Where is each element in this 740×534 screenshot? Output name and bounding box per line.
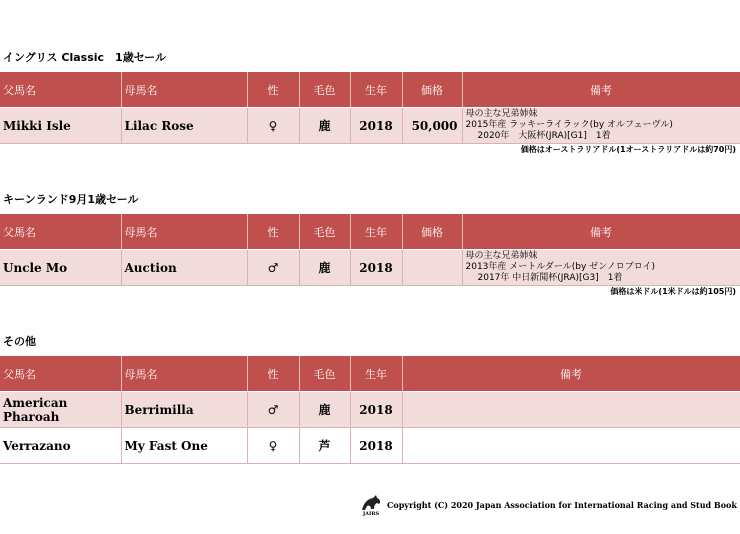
copyright-footer xyxy=(358,494,737,516)
year-cell: 2018 xyxy=(350,392,402,428)
jairs-horse-logo-icon xyxy=(358,494,384,516)
col-sire: 父馬名 xyxy=(0,214,121,250)
col-year: 生年 xyxy=(350,72,402,108)
note-line: 2013年産 メートルダール(by ゼンノロブロイ) xyxy=(465,262,656,272)
section-title-inglis: イングリス Classic 1歳セール xyxy=(3,51,167,64)
col-color: 毛色 xyxy=(299,214,350,250)
color-cell: 鹿 xyxy=(299,250,350,286)
col-year: 生年 xyxy=(350,214,402,250)
year-cell: 2018 xyxy=(350,250,402,286)
table-header-row xyxy=(0,72,740,108)
table-header-row xyxy=(0,214,740,250)
col-sire: 父馬名 xyxy=(0,72,121,108)
col-note: 備考 xyxy=(462,214,740,250)
currency-footnote: 価格は米ドル(1米ドルは約105円) xyxy=(610,287,736,296)
sex-cell: ♂ xyxy=(247,392,299,428)
note-cell xyxy=(402,392,740,428)
note-cell xyxy=(462,108,740,144)
note-line: 母の主な兄弟姉妹 xyxy=(465,251,538,261)
currency-footnote: 価格はオーストラリアドル(1オーストラリアドルは約70円) xyxy=(520,145,736,154)
note-line: 2020年 大阪杯(JRA)[G1] 1着 xyxy=(477,131,611,141)
table-header-row xyxy=(0,356,740,392)
col-color: 毛色 xyxy=(299,72,350,108)
year-cell: 2018 xyxy=(350,108,402,144)
color-cell: 鹿 xyxy=(299,392,350,428)
col-dam: 母馬名 xyxy=(121,214,247,250)
col-sex: 性 xyxy=(247,356,299,392)
col-sire: 父馬名 xyxy=(0,356,121,392)
col-price: 価格 xyxy=(402,214,462,250)
note-cell xyxy=(462,250,740,286)
col-sex: 性 xyxy=(247,72,299,108)
svg-text:JAIRS: JAIRS xyxy=(362,511,380,516)
other-horses-table xyxy=(0,356,740,464)
dam-cell: Lilac Rose xyxy=(121,108,247,144)
dam-cell: Auction xyxy=(121,250,247,286)
col-dam: 母馬名 xyxy=(121,356,247,392)
note-line: 2017年 中日新聞杯(JRA)[G3] 1着 xyxy=(477,273,623,283)
sire-cell: Verrazano xyxy=(0,428,121,464)
note-line: 母の主な兄弟姉妹 xyxy=(465,109,538,119)
inglis-sale-table xyxy=(0,72,740,144)
col-note: 備考 xyxy=(462,72,740,108)
color-cell: 芦 xyxy=(299,428,350,464)
note-cell xyxy=(402,428,740,464)
col-note: 備考 xyxy=(402,356,740,392)
col-sex: 性 xyxy=(247,214,299,250)
col-year: 生年 xyxy=(350,356,402,392)
section-title-keeneland: キーンランド9月1歳セール xyxy=(3,193,139,206)
dam-cell: Berrimilla xyxy=(121,392,247,428)
copyright-text: Copyright (C) 2020 Japan Association for International Racing and Stud Book xyxy=(387,500,737,510)
sex-cell: ♂ xyxy=(247,250,299,286)
table-row xyxy=(0,392,740,428)
sex-cell: ♀ xyxy=(247,428,299,464)
col-color: 毛色 xyxy=(299,356,350,392)
table-row xyxy=(0,428,740,464)
color-cell: 鹿 xyxy=(299,108,350,144)
table-row xyxy=(0,250,740,286)
keeneland-sale-table xyxy=(0,214,740,286)
year-cell: 2018 xyxy=(350,428,402,464)
section-title-other: その他 xyxy=(3,335,36,348)
sex-cell: ♀ xyxy=(247,108,299,144)
col-dam: 母馬名 xyxy=(121,72,247,108)
table-row xyxy=(0,108,740,144)
dam-cell: My Fast One xyxy=(121,428,247,464)
sire-cell: American Pharoah xyxy=(0,392,121,428)
note-line: 2015年産 ラッキーライラック(by オルフェーヴル) xyxy=(465,120,673,130)
price-cell xyxy=(402,250,462,286)
price-cell: 50,000 xyxy=(402,108,462,144)
col-price: 価格 xyxy=(402,72,462,108)
sire-cell: Mikki Isle xyxy=(0,108,121,144)
sire-cell: Uncle Mo xyxy=(0,250,121,286)
